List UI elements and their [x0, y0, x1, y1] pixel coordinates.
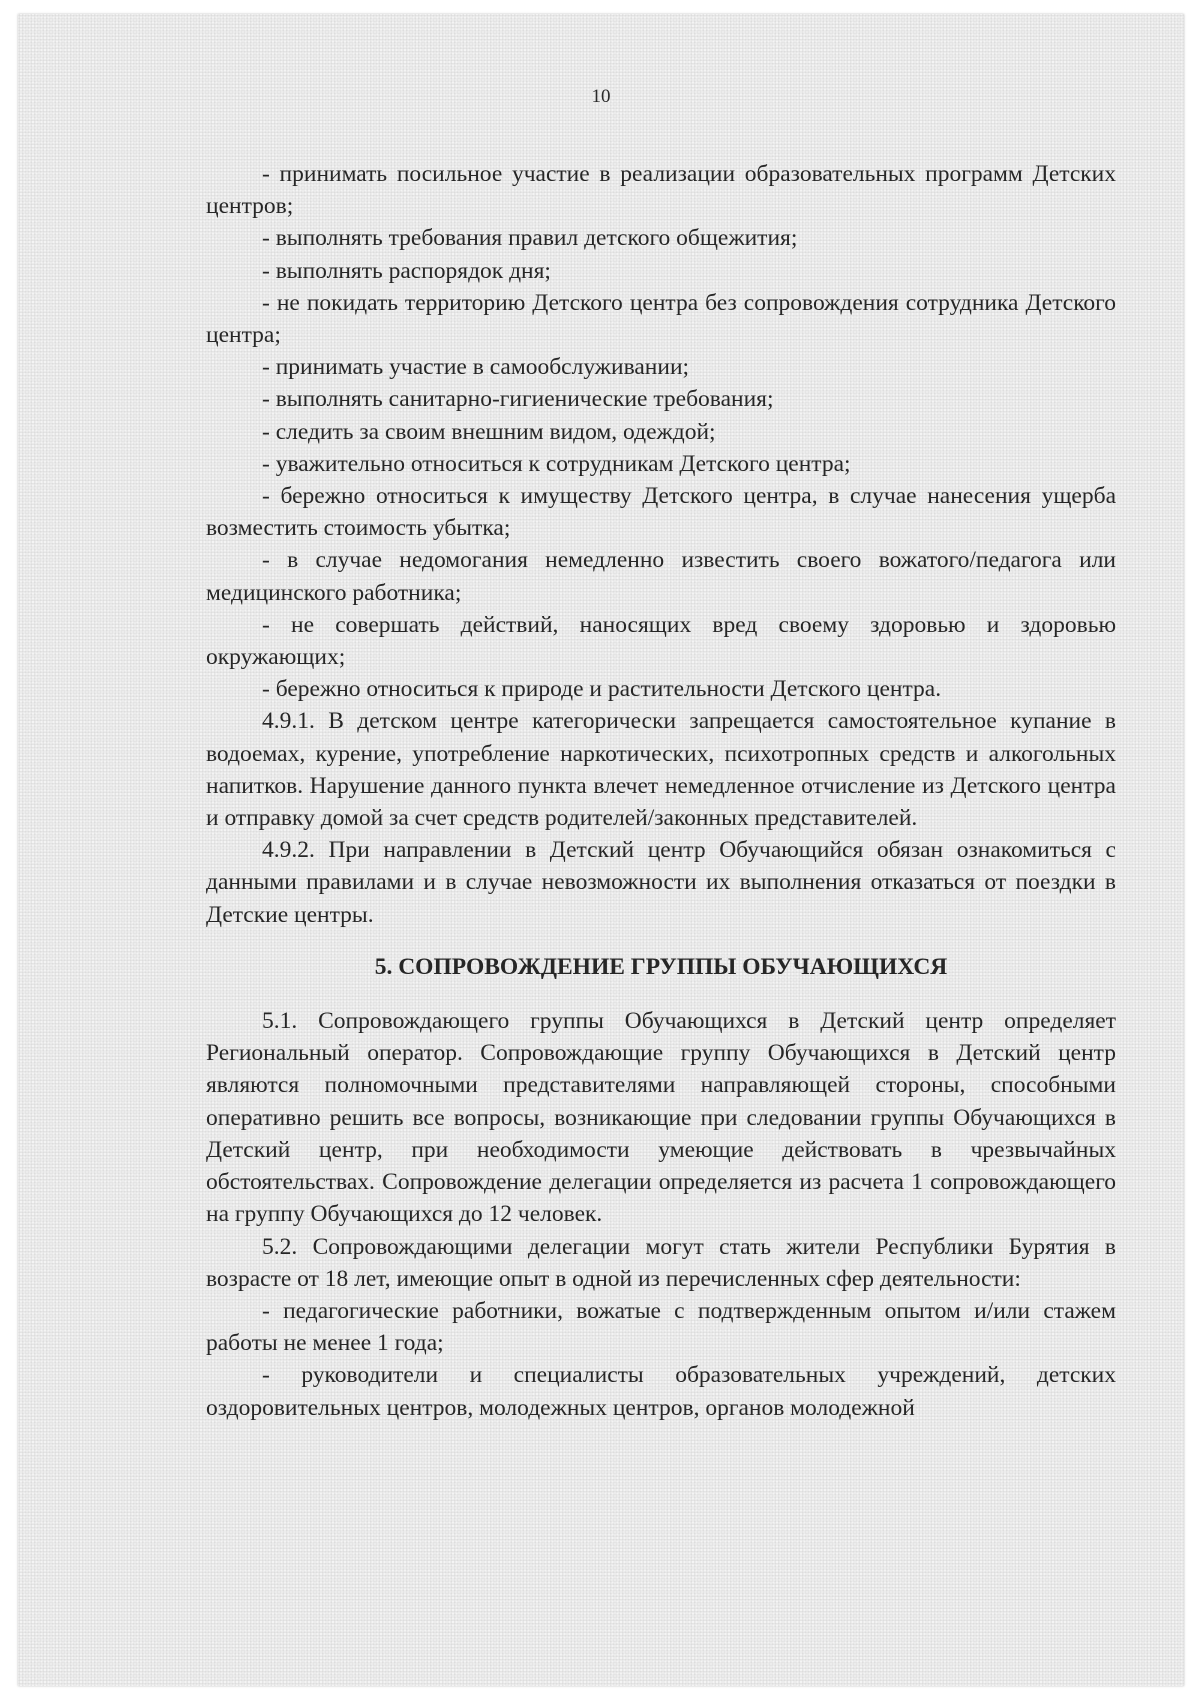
clause-4-9-1: 4.9.1. В детском центре категорически запрещается самостоятельное купание в водоемах, курение, употребление наркотических, психотропных средств и алкогольных напитков. Нарушение данного пункта влечет немедленное отчисление из Детского центра и отправку домой за счет средств родителей/законных представителей.: [206, 708, 1116, 832]
paragraph: - принимать участие в самообслуживании;: [262, 354, 690, 381]
clause-5-1: 5.1. Сопровождающего группы Обучающихся в Детский центр определяет Региональный оператор. Сопровождающие группу Обучающихся в Детский центр являются полномочными представителями направляющей стороны, способными оперативно решить все вопросы, возникающие при следовании группы Обучающихся в Детский центр, при необходимости умеющие действовать в чрезвычайных обстоятельствах. Сопровождение делегации определяется из расчета 1 сопровождающего на группу Обучающихся до 12 человек.: [206, 1008, 1116, 1228]
paragraph: - бережно относиться к природе и растительности Детского центра.: [262, 676, 942, 703]
paragraph: - педагогические работники, вожатые с подтвержденным опытом и/или стажем работы не менее 1 года;: [206, 1297, 1116, 1357]
paragraph: - выполнять требования правил детского общежития;: [262, 225, 798, 252]
document-page: [18, 14, 1184, 1686]
paragraph: - руководители и специалисты образовательных учреждений, детских оздоровительных центров, молодежных центров, органов молодежной: [206, 1362, 1116, 1421]
paragraph: - принимать посильное участие в реализации образовательных программ Детских центров;: [206, 161, 1116, 220]
page-number: 10: [591, 86, 611, 107]
paragraph: - бережно относиться к имуществу Детского центра, в случае нанесения ущерба возместить стоимость убытка;: [206, 483, 1116, 542]
paragraph: - выполнять распорядок дня;: [262, 257, 551, 284]
clause-5-2: 5.2. Сопровождающими делегации могут стать жители Республики Бурятия в возрасте от 18 лет, имеющие опыт в одной из перечисленных сфер деятельности:: [206, 1233, 1116, 1292]
document-body: [206, 158, 1116, 1424]
paragraph: - уважительно относиться к сотрудникам Детского центра;: [262, 450, 851, 477]
clause-4-9-2: 4.9.2. При направлении в Детский центр Обучающийся обязан ознакомиться с данными правилами и в случае невозможности их выполнения отказаться от поездки в Детские центры.: [206, 837, 1116, 928]
paragraph: - следить за своим внешним видом, одеждой;: [262, 418, 716, 445]
paragraph: - не покидать территорию Детского центра без сопровождения сотрудника Детского центра;: [206, 289, 1116, 349]
paragraph: - не совершать действий, наносящих вред своему здоровью и здоровью окружающих;: [206, 611, 1116, 671]
paragraph: - выполнять санитарно-гигиенические требования;: [262, 386, 774, 413]
section-heading: 5. СОПРОВОЖДЕНИЕ ГРУППЫ ОБУЧАЮЩИХСЯ: [374, 953, 948, 980]
paragraph: - в случае недомогания немедленно известить своего вожатого/педагога или медицинского работника;: [206, 547, 1116, 606]
